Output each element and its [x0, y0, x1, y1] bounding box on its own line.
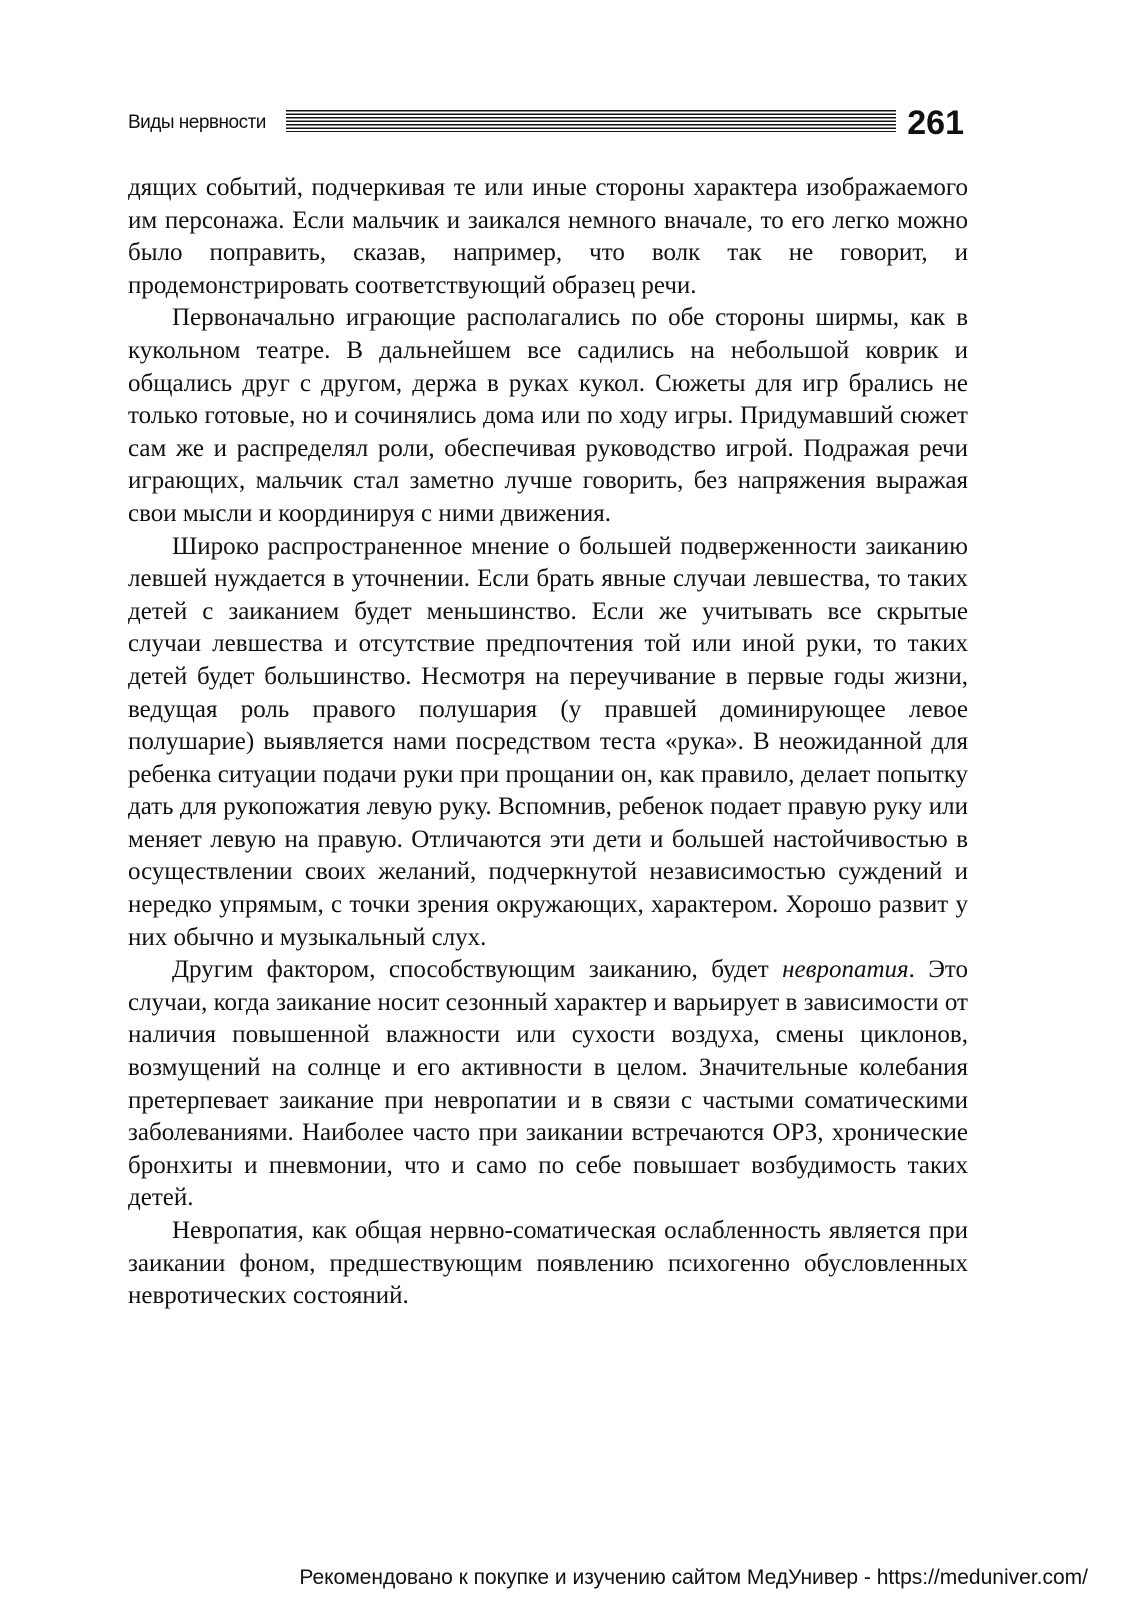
term-neuropathy: невропатия [782, 956, 909, 984]
paragraph-4-lead: Другим фактором, способствующим заиканию, будет [172, 956, 783, 984]
paragraph-1: дящих событий, подчеркивая те или иные стороны характера изображаемого им персонажа. Если мальчик и заикался немного вначале, то его легко можно было поправить, сказав, например, что волк так не говорит, и продемонстрировать соответствующий образец речи. [128, 174, 968, 299]
running-header [128, 104, 968, 144]
paragraph-4 [128, 954, 968, 1215]
footer-watermark: Рекомендовано к покупке и изучению сайтом МедУнивер - https://meduniver.com/ [299, 1566, 1088, 1589]
header-rule [286, 110, 896, 132]
paragraph-2: Первоначально играющие располагались по обе стороны ширмы, как в кукольном театре. В дальнейшем все садились на небольшой коврик и общались друг с другом, держа в руках кукол. Сюжеты для игр брались не только готовые, но и сочинялись дома или по ходу игры. Придумавший сюжет сам же и распределял роли, обеспечивая руководство игрой. Подражая речи играющих, мальчик стал заметно лучше говорить, без напряжения выражая свои мысли и координируя с ними движения. [128, 304, 968, 527]
section-title: Виды нервности [128, 112, 266, 133]
page-number: 261 [907, 104, 964, 142]
paragraph-5: Невропатия, как общая нервно-соматическая ослабленность является при заикании фоном, предшествующим появлению психогенно обусловленных невротических состояний. [128, 1217, 968, 1310]
body-text [128, 172, 968, 1313]
paragraph-4-rest: . Это случаи, когда заикание носит сезонный характер и варьирует в зависимости от наличия повышенной влажности или сухости воздуха, смены циклонов, возмущений на солнце и его активности в целом. Значительные колебания претерпевает заикание при невропатии и в связи с частыми соматическими заболеваниями. Наиболее часто при заикании встречаются ОРЗ, хронические бронхиты и пневмонии, что и само по себе повышает возбудимость таких детей. [128, 956, 968, 1212]
paragraph-3: Широко распространенное мнение о большей подверженности заиканию левшей нуждается в уточнении. Если брать явные случаи левшества, то таких детей с заиканием будет меньшинство. Если же учитывать все скрытые случаи левшества и отсутствие предпочтения той или иной руки, то таких детей будет большинство. Несмотря на переучивание в первые годы жизни, ведущая роль правого полушария (у правшей доминирующее левое полушарие) выявляется нами посредством теста «рука». В неожиданной для ребенка ситуации подачи руки при прощании он, как правило, делает попытку дать для рукопожатия левую руку. Вспомнив, ребенок подает правую руку или меняет левую на правую. Отличаются эти дети и большей настойчивостью в осуществлении своих желаний, подчеркнутой независимостью суждений и нередко упрямым, с точки зрения окружающих, характером. Хорошо развит у них обычно и музыкальный слух. [128, 532, 968, 951]
